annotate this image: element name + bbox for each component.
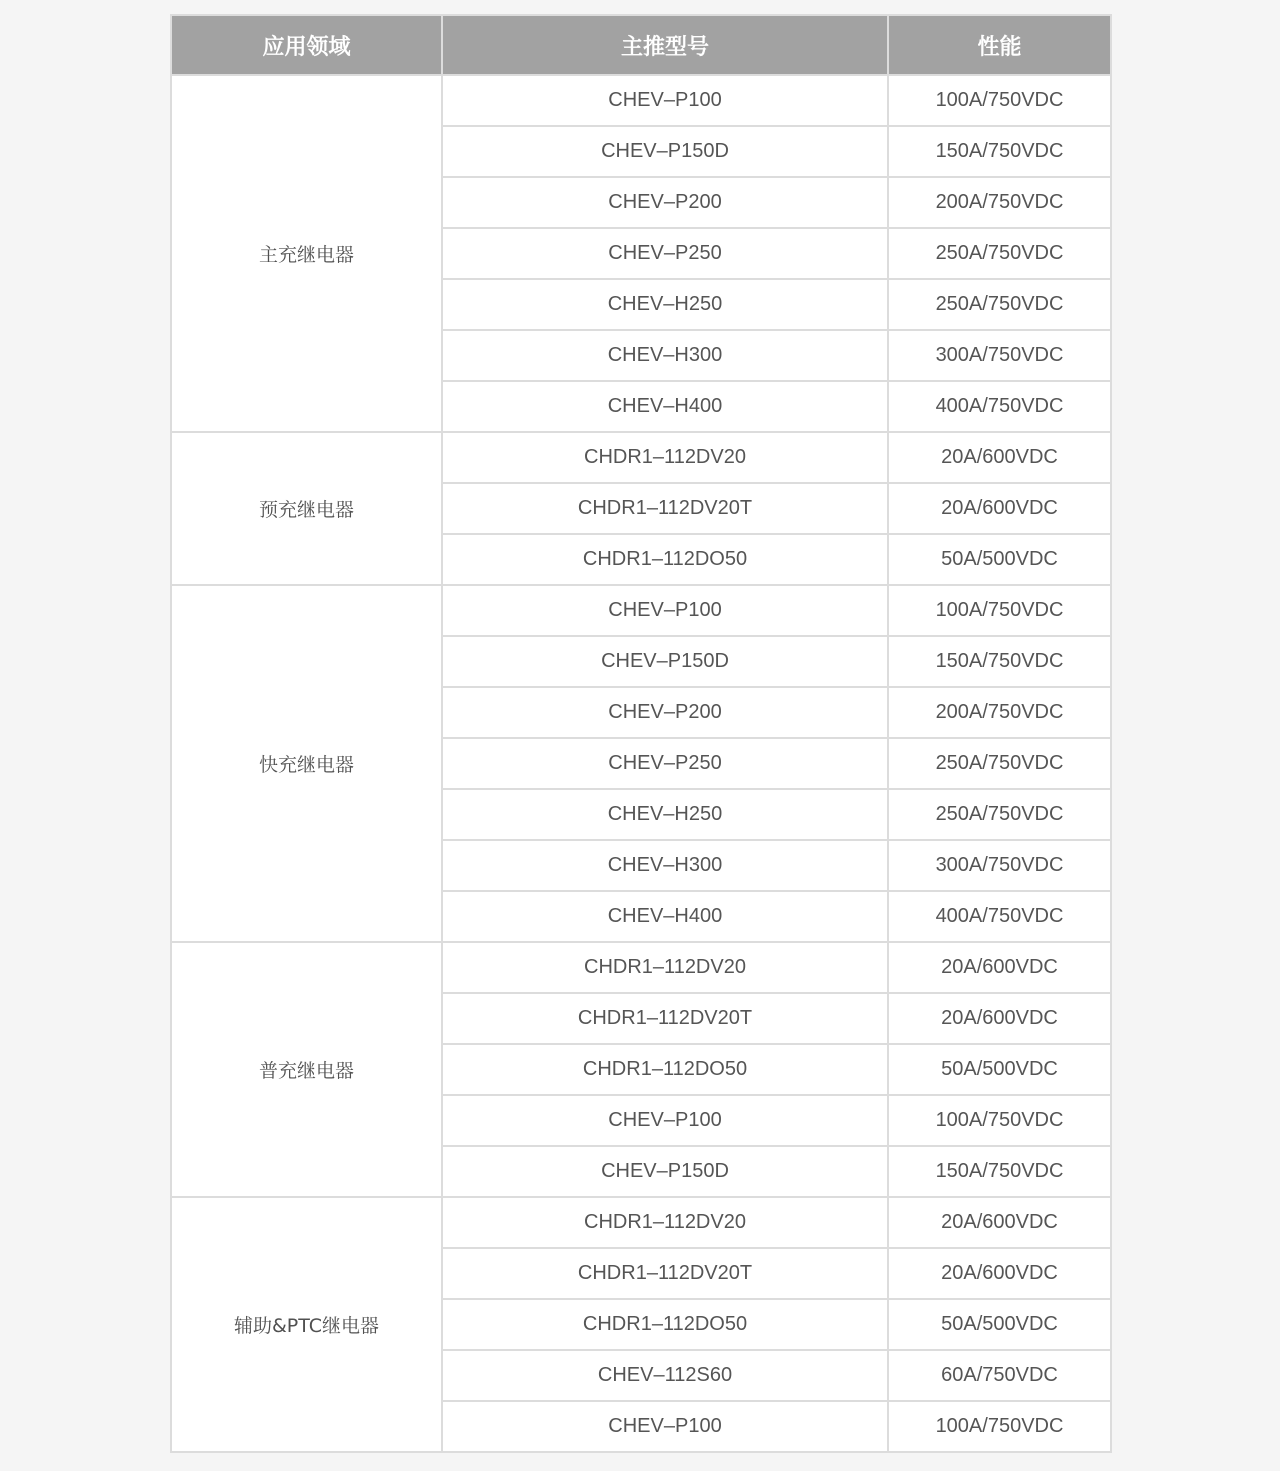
performance-cell: 150A/750VDC — [888, 636, 1111, 687]
performance-cell: 100A/750VDC — [888, 75, 1111, 126]
product-spec-table — [170, 14, 1112, 1453]
performance-cell: 20A/600VDC — [888, 1248, 1111, 1299]
performance-cell: 20A/600VDC — [888, 1197, 1111, 1248]
application-domain-cell: 预充继电器 — [171, 432, 442, 585]
header-performance: 性能 — [888, 15, 1111, 75]
model-cell: CHDR1–112DO50 — [442, 534, 888, 585]
performance-cell: 400A/750VDC — [888, 891, 1111, 942]
performance-cell: 400A/750VDC — [888, 381, 1111, 432]
model-cell: CHEV–P100 — [442, 75, 888, 126]
model-cell: CHDR1–112DV20T — [442, 483, 888, 534]
performance-cell: 250A/750VDC — [888, 738, 1111, 789]
performance-cell: 50A/500VDC — [888, 1299, 1111, 1350]
table-row — [171, 432, 1111, 483]
model-cell: CHEV–P200 — [442, 177, 888, 228]
performance-cell: 250A/750VDC — [888, 279, 1111, 330]
model-cell: CHDR1–112DO50 — [442, 1044, 888, 1095]
model-cell: CHEV–P250 — [442, 228, 888, 279]
model-cell: CHDR1–112DV20T — [442, 993, 888, 1044]
performance-cell: 300A/750VDC — [888, 330, 1111, 381]
table-row — [171, 1197, 1111, 1248]
performance-cell: 20A/600VDC — [888, 483, 1111, 534]
model-cell: CHEV–P200 — [442, 687, 888, 738]
model-cell: CHDR1–112DO50 — [442, 1299, 888, 1350]
model-cell: CHEV–H250 — [442, 279, 888, 330]
product-table-container — [170, 14, 1110, 1453]
performance-cell: 100A/750VDC — [888, 1401, 1111, 1452]
performance-cell: 60A/750VDC — [888, 1350, 1111, 1401]
table-body — [171, 75, 1111, 1452]
performance-cell: 200A/750VDC — [888, 687, 1111, 738]
performance-cell: 20A/600VDC — [888, 993, 1111, 1044]
model-cell: CHDR1–112DV20 — [442, 1197, 888, 1248]
model-cell: CHEV–112S60 — [442, 1350, 888, 1401]
performance-cell: 150A/750VDC — [888, 1146, 1111, 1197]
table-row — [171, 75, 1111, 126]
performance-cell: 250A/750VDC — [888, 789, 1111, 840]
table-row — [171, 585, 1111, 636]
header-recommended-model: 主推型号 — [442, 15, 888, 75]
table-row — [171, 942, 1111, 993]
application-domain-cell: 普充继电器 — [171, 942, 442, 1197]
model-cell: CHEV–P150D — [442, 1146, 888, 1197]
model-cell: CHEV–H250 — [442, 789, 888, 840]
model-cell: CHEV–P100 — [442, 1095, 888, 1146]
performance-cell: 20A/600VDC — [888, 432, 1111, 483]
performance-cell: 300A/750VDC — [888, 840, 1111, 891]
model-cell: CHDR1–112DV20T — [442, 1248, 888, 1299]
application-domain-cell: 主充继电器 — [171, 75, 442, 432]
model-cell: CHEV–P100 — [442, 585, 888, 636]
model-cell: CHEV–P100 — [442, 1401, 888, 1452]
performance-cell: 200A/750VDC — [888, 177, 1111, 228]
performance-cell: 50A/500VDC — [888, 1044, 1111, 1095]
performance-cell: 100A/750VDC — [888, 1095, 1111, 1146]
model-cell: CHEV–P150D — [442, 636, 888, 687]
performance-cell: 20A/600VDC — [888, 942, 1111, 993]
performance-cell: 50A/500VDC — [888, 534, 1111, 585]
performance-cell: 250A/750VDC — [888, 228, 1111, 279]
model-cell: CHEV–H300 — [442, 330, 888, 381]
model-cell: CHDR1–112DV20 — [442, 942, 888, 993]
model-cell: CHEV–P150D — [442, 126, 888, 177]
model-cell: CHEV–P250 — [442, 738, 888, 789]
application-domain-cell: 快充继电器 — [171, 585, 442, 942]
model-cell: CHEV–H400 — [442, 381, 888, 432]
model-cell: CHDR1–112DV20 — [442, 432, 888, 483]
table-header-row — [171, 15, 1111, 75]
application-domain-cell: 辅助&PTC继电器 — [171, 1197, 442, 1452]
performance-cell: 100A/750VDC — [888, 585, 1111, 636]
model-cell: CHEV–H300 — [442, 840, 888, 891]
performance-cell: 150A/750VDC — [888, 126, 1111, 177]
model-cell: CHEV–H400 — [442, 891, 888, 942]
header-application-domain: 应用领域 — [171, 15, 442, 75]
